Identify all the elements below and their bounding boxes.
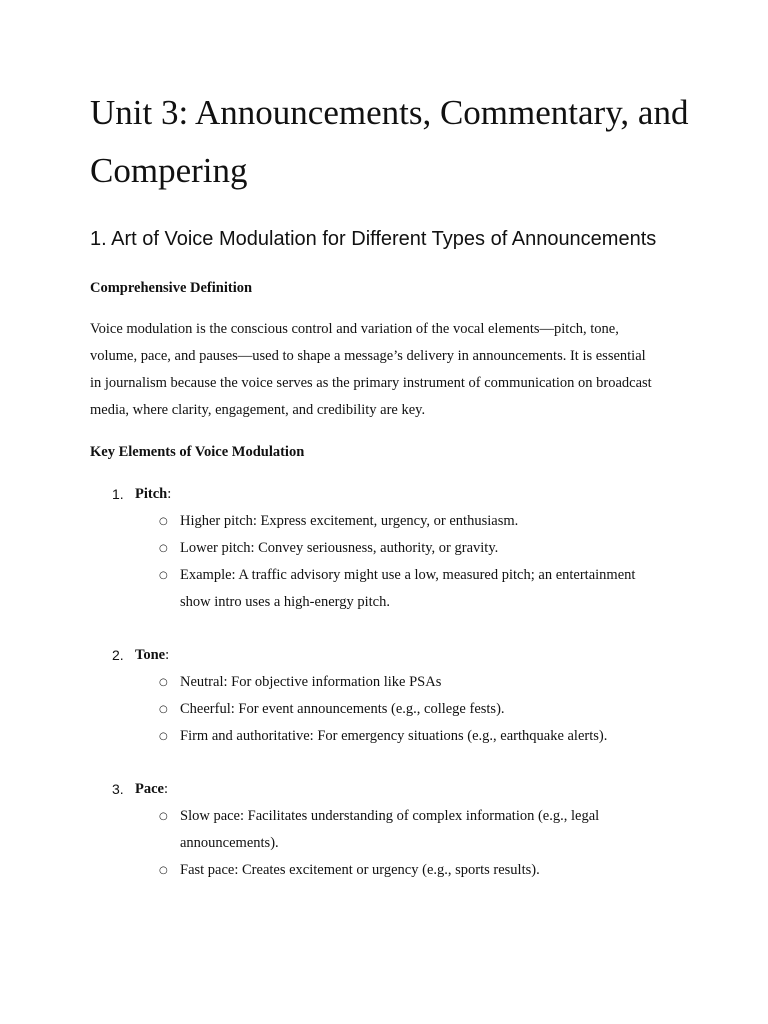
item-title-line — [135, 481, 171, 508]
list-item — [90, 723, 690, 750]
hollow-circle-bullet-icon: ○ — [159, 543, 168, 554]
bullet-text: Lower pitch: Convey seriousness, authority, or gravity. — [180, 540, 499, 556]
item-title: Pitch — [135, 486, 168, 502]
paragraph-line: media, where clarity, engagement, and credibility are key. — [90, 402, 426, 418]
hollow-circle-bullet-icon: ○ — [159, 516, 168, 527]
bullet-list — [90, 803, 690, 884]
bullet-text: Higher pitch: Express excitement, urgency, or enthusiasm. — [180, 513, 519, 529]
definition-paragraph — [90, 316, 680, 424]
list-item — [90, 669, 690, 696]
bullet-text: Cheerful: For event announcements (e.g., college fests). — [180, 701, 505, 717]
document-title — [90, 84, 710, 200]
item-title-suffix: : — [165, 647, 170, 663]
key-elements-heading: Key Elements of Voice Modulation — [90, 444, 305, 460]
paragraph-line: volume, pace, and pauses—used to shape a message’s delivery in announcements. It is essential — [90, 348, 646, 364]
item-title-suffix: : — [167, 486, 172, 502]
hollow-circle-bullet-icon: ○ — [159, 704, 168, 715]
list-item — [90, 562, 690, 616]
item-number: 3. — [112, 781, 124, 797]
list-item — [90, 535, 690, 562]
list-item — [90, 857, 690, 884]
bullet-text: Fast pace: Creates excitement or urgency (e.g., sports results). — [180, 862, 540, 878]
item-title-suffix: : — [163, 781, 169, 797]
bullet-text: Neutral: For objective information like PSAs — [180, 674, 442, 690]
bullet-list — [90, 669, 690, 750]
item-title-line — [135, 776, 168, 803]
hollow-circle-bullet-icon: ○ — [159, 811, 168, 822]
hollow-circle-bullet-icon: ○ — [159, 570, 168, 581]
item-title: Pace — [135, 781, 164, 797]
hollow-circle-bullet-icon: ○ — [159, 731, 168, 742]
bullet-text: show intro uses a high-energy pitch. — [180, 594, 390, 610]
definition-heading: Comprehensive Definition — [90, 280, 253, 296]
bullet-text: Example: A traffic advisory might use a low, measured pitch; an entertainment — [180, 567, 636, 583]
paragraph-line: in journalism because the voice serves as the primary instrument of communication on broadcast — [90, 375, 652, 391]
item-number: 2. — [112, 647, 124, 663]
list-item — [90, 508, 690, 535]
bullet-text: Slow pace: Facilitates understanding of complex information (e.g., legal — [180, 808, 600, 824]
title-line: Unit 3: Announcements, Commentary, and — [90, 93, 689, 132]
bullet-text: Firm and authoritative: For emergency situations (e.g., earthquake alerts). — [180, 728, 608, 744]
bullet-text: announcements). — [180, 835, 279, 851]
section-heading: 1. Art of Voice Modulation for Different Types of Announcements — [90, 228, 657, 250]
item-number: 1. — [112, 486, 124, 502]
item-title-line — [135, 642, 169, 669]
bullet-list — [90, 508, 690, 616]
hollow-circle-bullet-icon: ○ — [159, 677, 168, 688]
item-title: Tone — [135, 647, 166, 663]
list-item — [90, 696, 690, 723]
paragraph-line: Voice modulation is the conscious control and variation of the vocal elements—pitch, tone, — [90, 321, 619, 337]
title-line: Compering — [90, 151, 248, 190]
hollow-circle-bullet-icon: ○ — [159, 865, 168, 876]
list-item — [90, 803, 690, 857]
